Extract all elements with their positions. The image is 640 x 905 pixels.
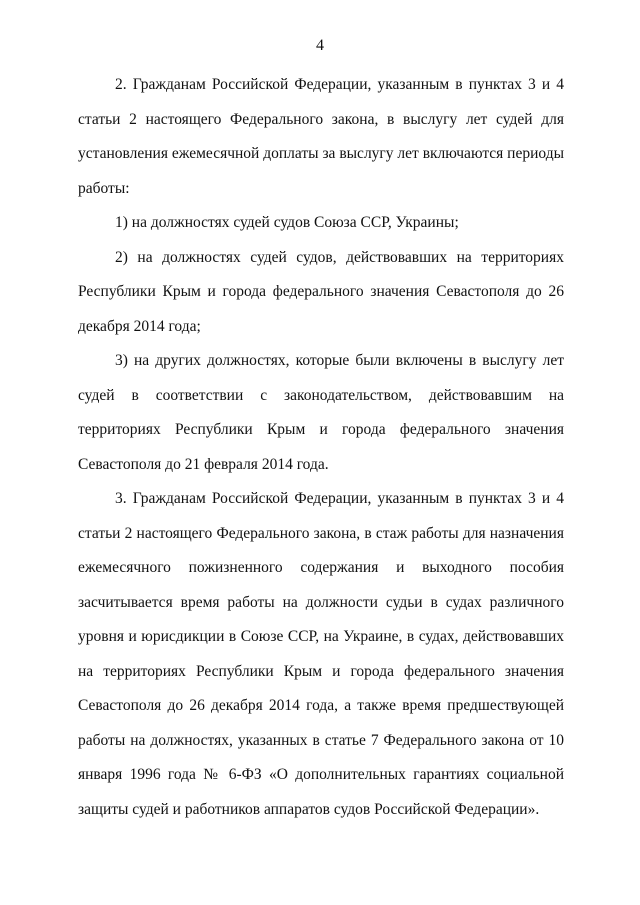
paragraph-2-item-2: 2) на должностях судей судов, действовавших на территориях Республики Крым и города федерального значения Севастополя до 26 декабря 2014 года;	[78, 248, 564, 335]
paragraph-2: 2. Гражданам Российской Федерации, указанным в пунктах 3 и 4 статьи 2 настоящего Федерального закона, в выслугу лет судей для установления ежемесячной доплаты за выслугу лет включаются периоды работы:	[78, 76, 564, 197]
paragraph-2-item-1: 1) на должностях судей судов Союза ССР, Украины;	[115, 214, 459, 231]
page-number: 4	[316, 37, 324, 54]
paragraph-2-item-3: 3) на других должностях, которые были включены в выслугу лет судей в соответствии с законодательством, действовавшим на территориях Республики Крым и города федерального значения Севастополя до 21 февраля 2014 года.	[78, 352, 564, 473]
document-body	[78, 68, 564, 827]
paragraph-3: 3. Гражданам Российской Федерации, указанным в пунктах 3 и 4 статьи 2 настоящего Федерального закона, в стаж работы для назначения ежемесячного пожизненного содержания и выходного пособия засчитывается время работы на должности судьи в судах различного уровня и юрисдикции в Союзе ССР, на Украине, в судах, действовавших на территориях Республики Крым и города федерального значения Севастополя до 26 декабря 2014 года, а также время предшествующей работы на должностях, указанных в статье 7 Федерального закона от 10 января 1996 года № 6-ФЗ «О дополнительных гарантиях социальной защиты судей и работников аппаратов судов Российской Федерации».	[78, 490, 564, 818]
